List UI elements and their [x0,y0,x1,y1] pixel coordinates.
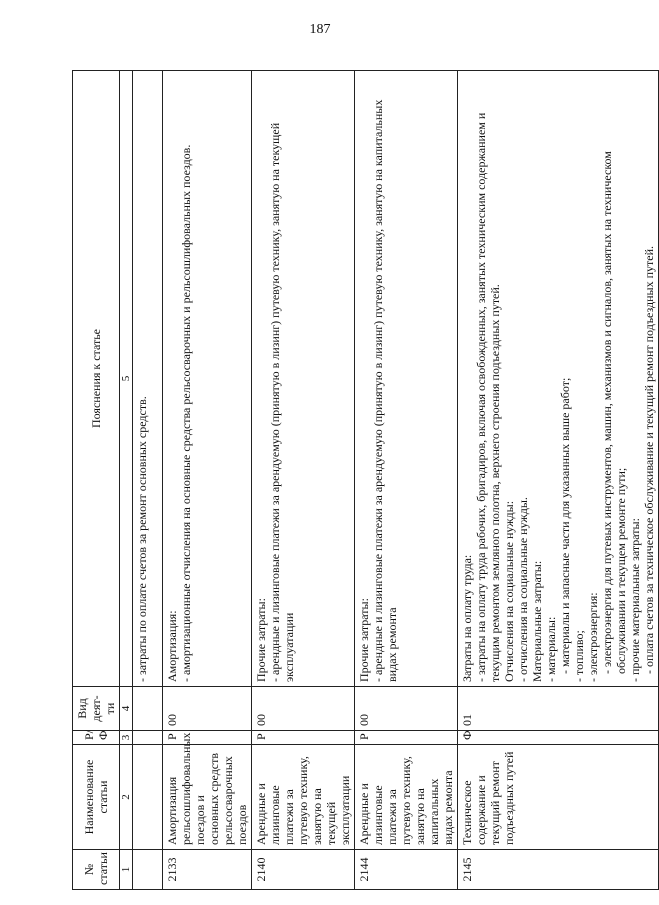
col-number: 3 [120,731,133,745]
row-name: Арендные и лизинговые платежи за путевую технику, занятую на капитальных видах ремонта [355,745,458,850]
row-name: Арендные и лизинговые платежи за путевую технику, занятую на текущей эксплуатации [252,745,355,850]
row-explanation [252,71,355,687]
header-num: № статьи [73,850,120,890]
explanation-line: - отчисления на социальные нужды. [516,497,530,682]
table-row [163,71,252,890]
col-number: 2 [120,745,133,850]
table-sheet [72,70,656,890]
row-vid: 00 [252,687,355,731]
row-explanation [355,71,458,687]
continuation-text: - затраты по оплате счетов за ремонт основных средств. [133,71,163,687]
explanation-line: - арендные и лизинговые платежи за арендуемую (принятую в лизинг) путевую технику, занятую на текущей эксплуатации [268,122,296,682]
row-explanation [458,71,659,687]
explanation-line: - прочие материальные затраты: [628,518,642,682]
explanation-line: - электроэнергия: [586,592,600,682]
col-number: 1 [120,850,133,890]
page-number: 187 [309,22,331,37]
explanation-line: - электроэнергия для путевых инструментов, машин, механизмов и сигналов, занятых на техническом обслуживании и текущем ремонте пути; [600,151,628,674]
articles-table [72,70,659,890]
row-num: 2144 [355,850,458,890]
explanation-line: - материалы: [544,616,558,682]
explanation-line: - материалы и запасные части для указанных выше работ; [558,377,572,674]
explanation-line: Амортизация: [165,610,179,682]
header-name: Наименование статьи [73,745,120,850]
header-vid: Вид деят-ти [73,687,120,731]
header-rf: Р/ Ф [73,731,120,745]
row-vid: 00 [163,687,252,731]
explanation-line: - топливо; [572,630,586,682]
explanation-line: - арендные и лизинговые платежи за арендуемую (принятую в лизинг) путевую технику, занятую на капитальных видах ремонта [371,99,399,682]
row-rf: Р [252,731,355,745]
row-vid: 01 [458,687,659,731]
continuation-row [133,71,163,890]
col-number: 4 [120,687,133,731]
row-rf: Р [355,731,458,745]
rotated-table-wrapper [72,70,656,890]
column-number-row [120,71,133,890]
table-row [252,71,355,890]
col-number: 5 [120,71,133,687]
explanation-line: Прочие затраты: [254,598,268,682]
row-rf: Р [163,731,252,745]
explanation-line: Прочие затраты: [357,598,371,682]
row-num: 2140 [252,850,355,890]
header-explain: Пояснения к статье [73,71,120,687]
table-row [355,71,458,890]
table-row [458,71,659,890]
header-row [73,71,120,890]
explanation-line: - затраты на оплату труда рабочих, бригадиров, включая освобожденных, занятых техническим содержанием и текущим ремонтом земляного полотна, верхнего строения подъездных путей. [474,112,502,682]
row-num: 2133 [163,850,252,890]
explanation-line: - оплата счетов за техническое обслуживание и текущий ремонт подъездных путей. [642,245,656,674]
row-num: 2145 [458,850,659,890]
row-explanation [163,71,252,687]
explanation-line: Отчисления на социальные нужды: [502,500,516,682]
explanation-line: Материальные затраты: [530,560,544,682]
row-rf: Ф [458,731,659,745]
row-name: Амортизация рельсошлифовальных поездов и основных средств рельсосварочных поездов [163,745,252,850]
row-vid: 00 [355,687,458,731]
explanation-line: Затраты на оплату труда: [460,554,474,682]
explanation-line: - амортизационные отчисления на основные средства рельсосварочных и рельсошлифовальных поездов. [179,144,193,682]
row-name: Техническое содержание и текущий ремонт подъездных путей [458,745,659,850]
